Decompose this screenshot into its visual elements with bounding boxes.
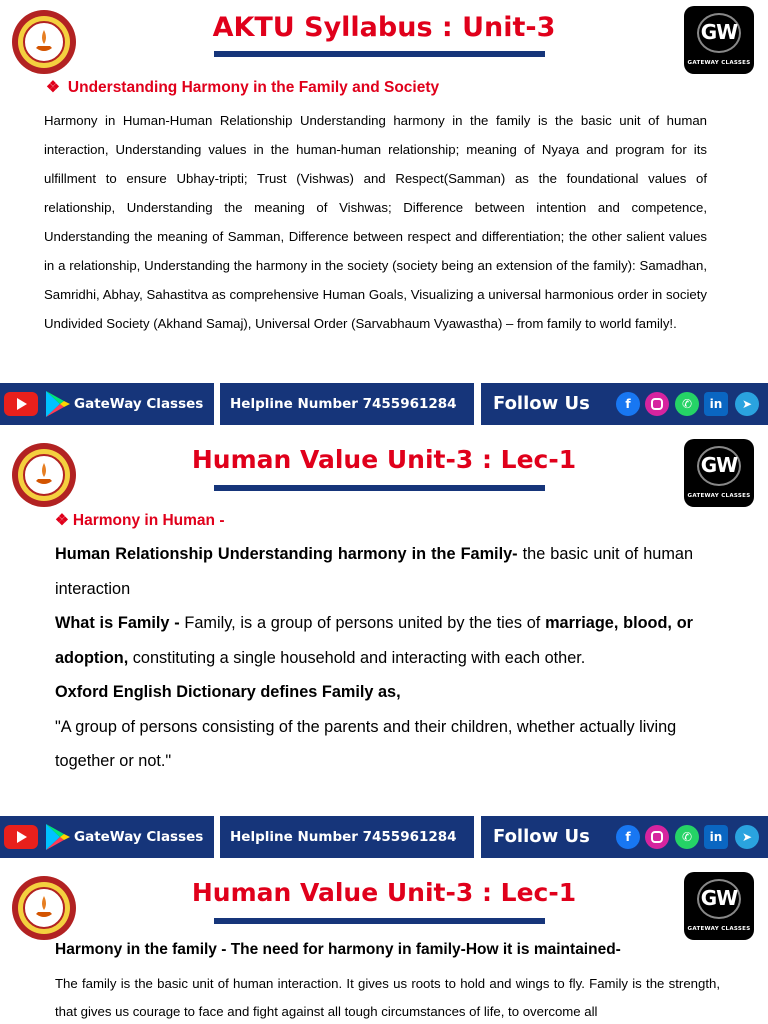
telegram-icon[interactable]: ➤	[735, 825, 759, 849]
page-title: AKTU Syllabus : Unit-3	[212, 12, 556, 43]
instagram-icon[interactable]	[645, 392, 669, 416]
whatsapp-icon[interactable]: ✆	[675, 392, 699, 416]
paragraph-oxford	[55, 675, 693, 710]
whatsapp-icon[interactable]: ✆	[675, 825, 699, 849]
section-heading: Harmony in the family - The need for harmony in family-How it is maintained-	[55, 941, 621, 958]
paragraph-text: constituting a single household and interacting with each other.	[128, 648, 586, 667]
google-play-icon[interactable]	[42, 389, 72, 419]
footer-bar	[0, 816, 768, 866]
helpline-box	[220, 816, 474, 858]
logo-subtext: GATEWAY CLASSES	[687, 60, 751, 66]
title-underline	[214, 918, 545, 924]
logo-text: GW	[700, 453, 738, 477]
follow-us-text: Follow Us	[493, 393, 590, 414]
linkedin-icon[interactable]: in	[704, 825, 728, 849]
logo-text: GW	[700, 20, 738, 44]
paragraph-quote: "A group of persons consisting of the parents and their children, whether actually living together or not."	[55, 717, 677, 770]
channel-name: GateWay Classes	[74, 396, 204, 412]
channel-link[interactable]	[0, 383, 214, 425]
paragraph-text: the basic unit of human interaction	[55, 545, 693, 598]
university-emblem-icon	[10, 8, 78, 76]
bold-text: Oxford English Dictionary defines Family as,	[55, 683, 401, 701]
university-emblem-icon	[10, 874, 78, 942]
helpline-box	[220, 383, 474, 425]
bold-text: marriage, blood, or adoption,	[55, 614, 693, 667]
title-underline	[214, 485, 545, 491]
title-underline	[214, 51, 545, 57]
paragraph-text: Family, is a group of persons united by the ties of	[179, 614, 546, 632]
follow-us-text: Follow Us	[493, 826, 590, 847]
channel-link[interactable]	[0, 816, 214, 858]
follow-us-box	[481, 383, 768, 425]
gateway-logo	[684, 439, 754, 507]
telegram-icon[interactable]: ➤	[735, 392, 759, 416]
youtube-icon[interactable]	[4, 392, 38, 416]
section-subheading	[46, 78, 439, 97]
slide-1	[0, 0, 768, 383]
gateway-logo	[684, 872, 754, 940]
page-title: Human Value Unit-3 : Lec-1	[191, 878, 577, 907]
subheading-text: Harmony in Human -	[72, 512, 225, 529]
follow-us-box	[481, 816, 768, 858]
instagram-icon[interactable]	[645, 825, 669, 849]
linkedin-icon[interactable]: in	[704, 392, 728, 416]
google-play-icon[interactable]	[42, 822, 72, 852]
logo-text: GW	[700, 886, 738, 910]
slide-3	[0, 866, 768, 1024]
bold-text: What is Family -	[55, 614, 180, 632]
subheading-text: Understanding Harmony in the Family and Society	[67, 79, 440, 96]
diamond-bullet-icon: ❖	[55, 512, 69, 529]
youtube-icon[interactable]	[4, 825, 38, 849]
logo-subtext: GATEWAY CLASSES	[687, 926, 751, 932]
paragraph-relationship	[55, 537, 693, 606]
paragraph-family-definition	[55, 606, 693, 675]
family-paragraph: The family is the basic unit of human interaction. It gives us roots to hold and wings to fly. Family is the strength, that gives us courage to face and fight against all tough circumstances of life, to overcome all	[55, 976, 720, 1019]
lecture-content	[55, 537, 693, 779]
diamond-bullet-icon: ❖	[46, 79, 60, 96]
footer-bar	[0, 383, 768, 433]
helpline-text: Helpline Number 7455961284	[230, 396, 457, 412]
syllabus-paragraph: Harmony in Human-Human Relationship Understanding harmony in the family is the basic unit of human interaction, Understanding values in the human-human relationship; meaning of Nyaya and program for its ulfillment to ensure Ubhay-tripti; Trust (Vishwas) and Respect(Samman) as the foundational values of relationship, Understanding the meaning of Vishwas; Difference between intention and competence, Understanding the meaning of Samman, Difference between respect and differentiation; the other salient values in a relationship, Understanding the harmony in the society (society being an extension of the family): Samadhan, Samridhi, Abhay, Sahastitva as comprehensive Human Goals, Visualizing a universal harmonious order in society Undivided Society (Akhand Samaj), Universal Order (Sarvabhaum Vyawastha) – from family to world family!.	[44, 113, 707, 331]
slide-2	[0, 433, 768, 816]
bold-text: Human Relationship Understanding harmony in the Family-	[55, 545, 518, 563]
facebook-icon[interactable]: f	[616, 392, 640, 416]
page-title: Human Value Unit-3 : Lec-1	[191, 445, 577, 474]
channel-name: GateWay Classes	[74, 829, 204, 845]
university-emblem-icon	[10, 441, 78, 509]
logo-subtext: GATEWAY CLASSES	[687, 493, 751, 499]
section-subheading	[55, 511, 224, 530]
facebook-icon[interactable]: f	[616, 825, 640, 849]
helpline-text: Helpline Number 7455961284	[230, 829, 457, 845]
gateway-logo	[684, 6, 754, 74]
